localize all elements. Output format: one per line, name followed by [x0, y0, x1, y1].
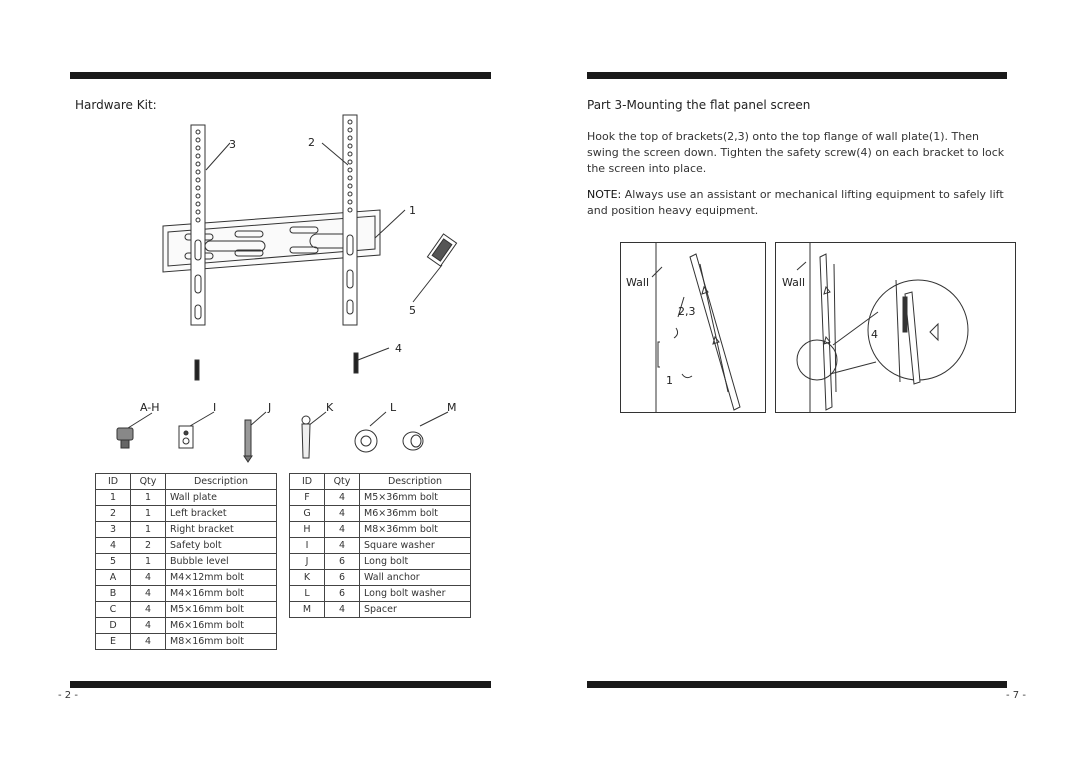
- table-header-row: [96, 474, 277, 490]
- cell-id: 3: [96, 522, 131, 538]
- top-rule-left: [70, 72, 491, 79]
- table-row: [96, 618, 277, 634]
- cell-id: F: [290, 490, 325, 506]
- cell-id: 5: [96, 554, 131, 570]
- section-title: Part 3-Mounting the flat panel screen: [587, 98, 811, 112]
- cell-id: H: [290, 522, 325, 538]
- cell-id: A: [96, 570, 131, 586]
- header-qty: Qty: [131, 474, 166, 490]
- cell-qty: 4: [325, 538, 360, 554]
- cell-id: B: [96, 586, 131, 602]
- parts-table-left: [95, 473, 277, 650]
- cell-description: M4×16mm bolt: [166, 586, 277, 602]
- table-row: [96, 554, 277, 570]
- instruction-paragraph: Hook the top of brackets(2,3) onto the top flange of wall plate(1). Then swing the screen down. Tighten the safety screw(4) on each bracket to lock the screen into place.: [587, 130, 1005, 175]
- cell-id: E: [96, 634, 131, 650]
- table-row: [290, 586, 471, 602]
- cell-id: K: [290, 570, 325, 586]
- cell-qty: 6: [325, 554, 360, 570]
- table-row: [290, 506, 471, 522]
- cell-description: M6×36mm bolt: [360, 506, 471, 522]
- cell-description: Wall plate: [166, 490, 277, 506]
- parts-table-left-body: [96, 490, 277, 650]
- cell-description: Square washer: [360, 538, 471, 554]
- cell-description: M8×36mm bolt: [360, 522, 471, 538]
- cell-qty: 2: [131, 538, 166, 554]
- cell-qty: 4: [131, 602, 166, 618]
- table-row: [290, 554, 471, 570]
- cell-id: M: [290, 602, 325, 618]
- label-part-1: 1: [409, 204, 416, 217]
- label-a-h: A-H: [140, 401, 160, 414]
- table-header-row: [290, 474, 471, 490]
- cell-description: Safety bolt: [166, 538, 277, 554]
- bottom-rule-left: [70, 681, 491, 688]
- cell-qty: 4: [131, 634, 166, 650]
- page-number-right: - 7 -: [1006, 690, 1026, 701]
- bubble-level-drawing: [427, 234, 456, 266]
- right-bracket-drawing: [343, 115, 357, 325]
- hardware-kit-title: Hardware Kit:: [75, 98, 157, 112]
- table-row: [290, 602, 471, 618]
- table-row: [290, 522, 471, 538]
- mounting-figures: [620, 242, 1020, 422]
- spacer-drawing: [403, 432, 423, 450]
- note-paragraph: [587, 187, 1012, 219]
- table-row: [96, 634, 277, 650]
- long-bolt-washer-drawing: [355, 430, 377, 452]
- cell-id: D: [96, 618, 131, 634]
- cell-id: 1: [96, 490, 131, 506]
- cell-id: L: [290, 586, 325, 602]
- cell-qty: 1: [131, 490, 166, 506]
- table-row: [290, 570, 471, 586]
- cell-qty: 1: [131, 554, 166, 570]
- table-row: [96, 506, 277, 522]
- table-row: [96, 538, 277, 554]
- header-qty: Qty: [325, 474, 360, 490]
- cell-id: C: [96, 602, 131, 618]
- cell-description: Long bolt washer: [360, 586, 471, 602]
- header-id: ID: [96, 474, 131, 490]
- table-row: [96, 586, 277, 602]
- note-text: Always use an assistant or mechanical lifting equipment to safely lift and position heavy equipment.: [587, 188, 1004, 217]
- bolt-a-h-drawing: [117, 428, 133, 448]
- label-i: I: [213, 401, 217, 414]
- note-label: NOTE:: [587, 188, 622, 201]
- label-k: K: [326, 401, 334, 414]
- label-l: L: [390, 401, 397, 414]
- cell-qty: 4: [325, 602, 360, 618]
- cell-description: M4×12mm bolt: [166, 570, 277, 586]
- figure-label-wall-1: Wall: [626, 276, 650, 289]
- cell-qty: 4: [325, 490, 360, 506]
- table-row: [96, 602, 277, 618]
- header-description: Description: [166, 474, 277, 490]
- cell-id: 2: [96, 506, 131, 522]
- cell-id: G: [290, 506, 325, 522]
- figure-2-frame: [776, 243, 1016, 413]
- header-description: Description: [360, 474, 471, 490]
- label-part-5: 5: [409, 304, 416, 317]
- cell-id: 4: [96, 538, 131, 554]
- table-row: [290, 538, 471, 554]
- figure-label-brackets: 2,3: [678, 305, 696, 318]
- cell-qty: 4: [131, 570, 166, 586]
- cell-qty: 6: [325, 586, 360, 602]
- cell-qty: 6: [325, 570, 360, 586]
- cell-qty: 1: [131, 506, 166, 522]
- label-part-2: 2: [308, 136, 315, 149]
- figure-label-screw: 4: [871, 328, 878, 341]
- label-m: M: [447, 401, 457, 414]
- table-row: [96, 490, 277, 506]
- cell-description: M8×16mm bolt: [166, 634, 277, 650]
- parts-table-right: [289, 473, 471, 618]
- label-j: J: [268, 401, 272, 414]
- cell-description: Right bracket: [166, 522, 277, 538]
- long-bolt-drawing: [244, 420, 252, 462]
- label-part-4: 4: [395, 342, 402, 355]
- page-number-left: - 2 -: [58, 690, 78, 701]
- cell-qty: 4: [325, 506, 360, 522]
- cell-description: M6×16mm bolt: [166, 618, 277, 634]
- cell-description: Spacer: [360, 602, 471, 618]
- cell-description: Bubble level: [166, 554, 277, 570]
- label-part-3: 3: [229, 138, 236, 151]
- square-washer-drawing: [179, 426, 193, 448]
- wall-anchor-drawing: [302, 416, 310, 458]
- left-bracket-drawing: [191, 125, 205, 325]
- cell-description: M5×36mm bolt: [360, 490, 471, 506]
- cell-id: J: [290, 554, 325, 570]
- bottom-rule-right: [587, 681, 1007, 688]
- table-row: [96, 570, 277, 586]
- figure-label-plate: 1: [666, 374, 673, 387]
- table-row: [96, 522, 277, 538]
- cell-id: I: [290, 538, 325, 554]
- cell-description: Wall anchor: [360, 570, 471, 586]
- cell-qty: 4: [325, 522, 360, 538]
- cell-qty: 4: [131, 618, 166, 634]
- figure-label-wall-2: Wall: [782, 276, 806, 289]
- cell-qty: 1: [131, 522, 166, 538]
- cell-description: Long bolt: [360, 554, 471, 570]
- cell-qty: 4: [131, 586, 166, 602]
- cell-description: Left bracket: [166, 506, 277, 522]
- cell-description: M5×16mm bolt: [166, 602, 277, 618]
- top-rule-right: [587, 72, 1007, 79]
- parts-table-right-body: [290, 490, 471, 618]
- hardware-kit-diagram: [90, 110, 490, 470]
- header-id: ID: [290, 474, 325, 490]
- table-row: [290, 490, 471, 506]
